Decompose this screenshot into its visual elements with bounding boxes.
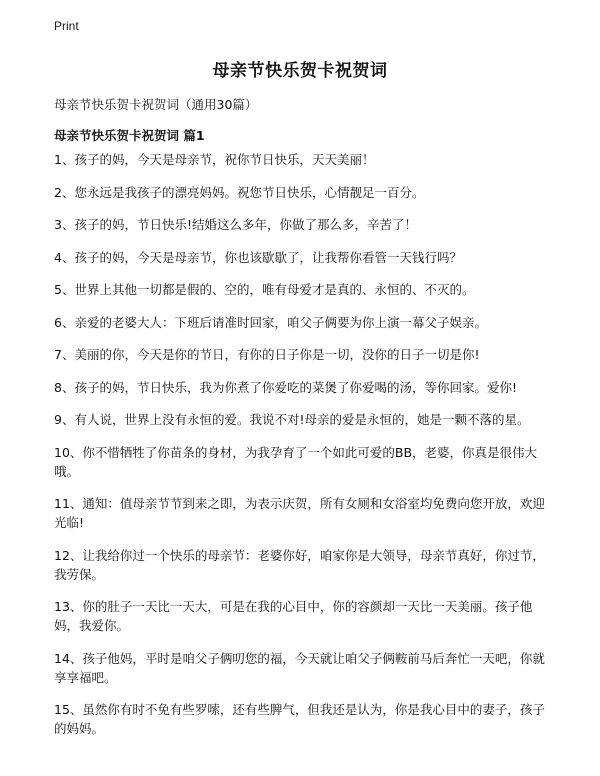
list-item: 4、孩子的妈，今天是母亲节，你也该歇歇了，让我帮你看管一天钱行吗？ (54, 249, 462, 265)
print-label[interactable]: Print (54, 19, 79, 33)
list-item: 2、您永远是我孩子的漂亮妈妈。祝您节日快乐，心情靓足一百分。 (54, 184, 425, 200)
list-item: 12、让我给你过一个快乐的母亲节：老婆你好，咱家你是大领导，母亲节真好，你过节，我劳保。 (54, 547, 545, 582)
list-item: 1、孩子的妈，今天是母亲节，祝你节日快乐，天天美丽！ (54, 152, 375, 167)
document-subtitle: 母亲节快乐贺卡祝贺词（通用30篇） (54, 97, 258, 112)
list-item: 8、孩子的妈，节日快乐，我为你煮了你爱吃的菜煲了你爱喝的汤，等你回家。爱你! (54, 379, 517, 395)
list-item: 14、孩子他妈，平时是咱父子俩叨您的福，今天就让咱父子俩鞍前马后奔忙一天吧，你就享享福吧。 (54, 650, 545, 685)
greeting-list (54, 150, 554, 752)
page-title: 母亲节快乐贺卡祝贺词 (212, 61, 388, 81)
list-item: 3、孩子的妈，节日快乐!结婚这么多年，你做了那么多，辛苦了！ (54, 217, 417, 232)
list-item: 6、亲爱的老婆大人：下班后请准时回家，咱父子俩要为你上演一幕父子娱亲。 (54, 314, 487, 330)
list-item: 15、虽然你有时不免有些罗嗦，还有些脾气，但我还是认为，你是我心目中的妻子，孩子的妈妈。 (54, 702, 545, 736)
list-item: 9、有人说，世界上没有永恒的爱。我说不对!母亲的爱是永恒的，她是一颗不落的星。 (54, 412, 530, 427)
list-item: 13、你的肚子一天比一天大，可是在我的心目中，你的容颜却一天比一天美丽。孩子他妈，我爱你。 (54, 599, 533, 633)
section-heading: 母亲节快乐贺卡祝贺词 篇1 (54, 128, 205, 143)
list-item: 7、美丽的你，今天是你的节日，有你的日子你是一切，没你的日子一切是你! (54, 347, 480, 362)
list-item: 5、世界上其他一切都是假的、空的，唯有母爱才是真的、永恒的、不灭的。 (54, 282, 475, 297)
list-item: 10、你不惜牺牲了你苗条的身材，为我孕育了一个如此可爱的BB，老婆，你真是很伟大哦。 (54, 444, 538, 479)
list-item: 11、通知：值母亲节节到来之即，为表示庆贺，所有女厕和女浴室均免费向您开放，欢迎光临! (54, 496, 545, 530)
